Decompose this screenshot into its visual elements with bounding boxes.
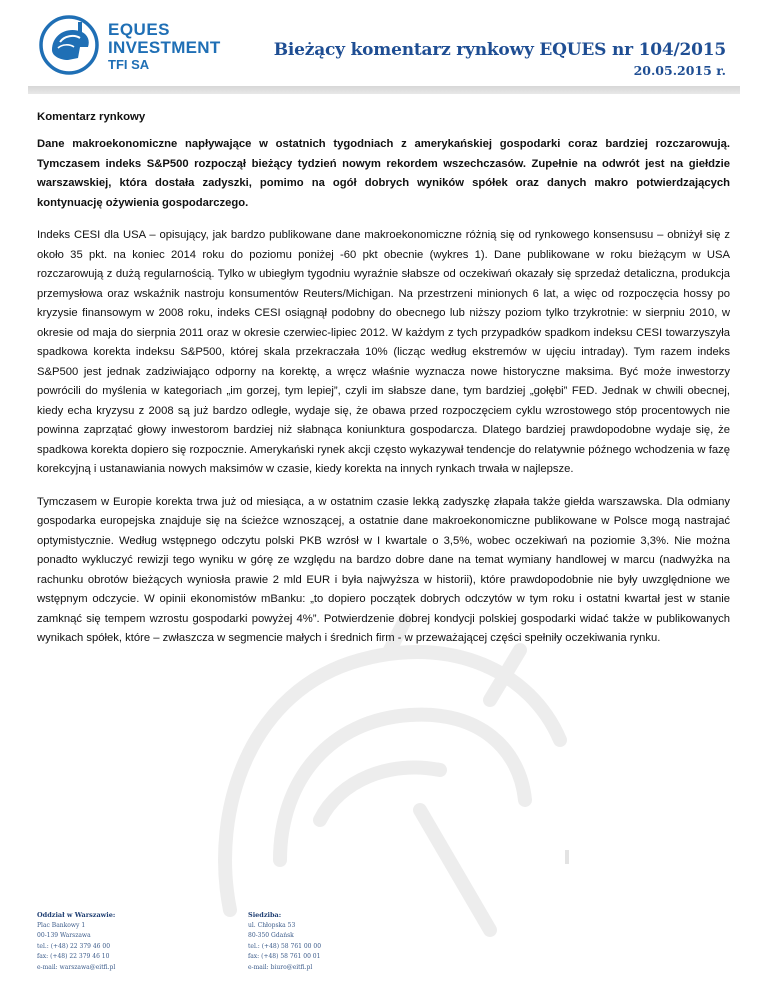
footer-left-fax: fax: (+48) 22 379 46 10 bbox=[37, 953, 110, 960]
footer-left-email: e-mail: warszawa@eitfi.pl bbox=[37, 963, 116, 971]
footer-left-address: Plac Bankowy 1 bbox=[37, 921, 86, 929]
footer-right-postcode: 80-350 Gdańsk bbox=[248, 932, 294, 939]
footer-right-heading: Siedziba: bbox=[248, 911, 282, 919]
paragraph-europe: Tymczasem w Europie korekta trwa już od miesiąca, a w ostatnim czasie lekką zadyszkę złapała także giełda warszawska. Dla odmiany gospodarka europejska znajduje się na ścieżce wznoszącej, a ostatnie dane makroekonomiczne publikowane w Polsce mogą nastrajać optymistycznie. Według wstępnego odczytu polski PKB wzrósł w I kwartale o 3,5%, wobec oczekiwań na poziomie 3,3%. Nie można ponadto wykluczyć rewizji tego wyniku w górę ze względu na bardzo dobre dane na temat wymiany handlowej w marcu (nadwyżka na rachunku obrotów bieżących wyniosła prawie 2 mld EUR i była najwyższa w historii), które prawdopodobnie nie były uwzględnione we wstępnym odczycie. W opinii ekonomistów mBanku: „to dopiero początek dobrych odczytów w tym roku i ostatni kwartał jest w stanie zamknąć się tempem wzrostu gospodarki powyżej 4%”. Potwierdzenie dobrej kondycji polskiej gospodarki widać także w publikowanych wynikach spółek, które – zwłaszcza w segmencie małych i średnich firm - w przeważającej części spełniły oczekiwania rynku. bbox=[37, 495, 730, 644]
helmet-emblem-icon bbox=[38, 14, 104, 76]
document-date: 20.05.2015 r. bbox=[633, 63, 726, 78]
logo-text-investment: INVESTMENT bbox=[108, 38, 221, 57]
footer-headquarters bbox=[248, 910, 321, 973]
logo-text-tfi: TFI SA bbox=[108, 57, 150, 72]
footer-right-phone: tel.: (+48) 58 761 00 00 bbox=[248, 942, 322, 950]
footer-left-postcode: 00-139 Warszawa bbox=[37, 932, 91, 939]
footer-right-address: ul. Chłopska 53 bbox=[248, 921, 296, 929]
lead-paragraph: Dane makroekonomiczne napływające w ostatnich tygodniach z amerykańskiej gospodarki coraz bardziej rozczarowują. Tymczasem indeks S&P500 rozpoczął bieżący tydzień nowym rekordem wszechczasów. Zupełnie na odwrót jest na giełdzie warszawskiej, która dostała zadyszki, pomimo na ogół dobrych wyników spółek oraz danych makro potwierdzających kontynuację ożywienia gospodarczego. bbox=[37, 138, 730, 209]
section-heading: Komentarz rynkowy bbox=[37, 111, 146, 123]
footer-left-phone: tel.: (+48) 22 379 46 00 bbox=[37, 942, 111, 950]
footer-right-email: e-mail: biuro@eitfi.pl bbox=[248, 963, 313, 971]
logo-text-eques: EQUES bbox=[108, 20, 171, 39]
footer-warsaw-branch bbox=[37, 910, 115, 973]
footer-left-heading: Oddział w Warszawie: bbox=[37, 911, 116, 919]
header-divider bbox=[28, 86, 740, 94]
document-title: Bieżący komentarz rynkowy EQUES nr 104/2015 bbox=[273, 40, 726, 60]
footer-right-fax: fax: (+48) 58 761 00 01 bbox=[248, 953, 321, 960]
eques-logo bbox=[38, 14, 221, 78]
commentary-body bbox=[37, 111, 730, 662]
paragraph-cesi: Indeks CESI dla USA – opisujący, jak bardzo publikowane dane makroekonomiczne różnią się od rynkowego konsensusu – obniżył się z około 35 pkt. na koniec 2014 roku do poziomu poniżej -60 pkt obecnie (wykres 1). Dane publikowane w roku bieżącym w USA rozczarowują z dużą regularnością. Tylko w ubiegłym tygodniu wyraźnie słabsze od oczekiwań okazały się sprzedaż detaliczna, produkcja przemysłowa oraz wskaźnik nastroju konsumentów Reuters/Michigan. Na przestrzeni minionych 6 lat, a więc od rozpoczęcia hossy po kryzysie finansowym w 2008 roku, indeks CESI osiągnął podobny do obecnego lub niższy poziom tylko trzykrotnie: w sierpniu 2010, w okresie od maja do sierpnia 2011 oraz w okresie czerwiec-lipiec 2012. W każdym z tych przypadków spadkom indeksu CESI towarzyszyła spadkowa korekta indeksu S&P500, której skala przekraczała 10% (licząc według ekstremów w ujęciu intraday). Tym razem indeks S&P500 jest jednak zadziwiająco odporny na korektę, a wręcz właśnie wyznacza nowe historyczne maksima. Być może inwestorzy powrócili do myślenia w kategoriach „im gorzej, tym lepiej”, czyli im słabsze dane, tym bardziej „gołębi” FED. Jednak w chwili obecnej, kiedy echa kryzysu z 2008 są już bardzo odległe, wydaje się, że obawa przed rozpoczęciem cyklu wzrostowego stóp procentowych nie powinna zaprzątać głowy inwestorom bardziej niż słabnąca koniunktura gospodarcza. Dlatego bardziej prawdopodobne wydaje się, że spadkowa korekta dopiero się rozpocznie. Amerykański rynek akcji często wykazywał tendencje do relatywnie późnego wchodzenia w fazę korekcyjną i ustanawiania nowych maksimów w czasie, kiedy korekta na innych rynkach trwała w najlepsze. bbox=[37, 229, 730, 475]
